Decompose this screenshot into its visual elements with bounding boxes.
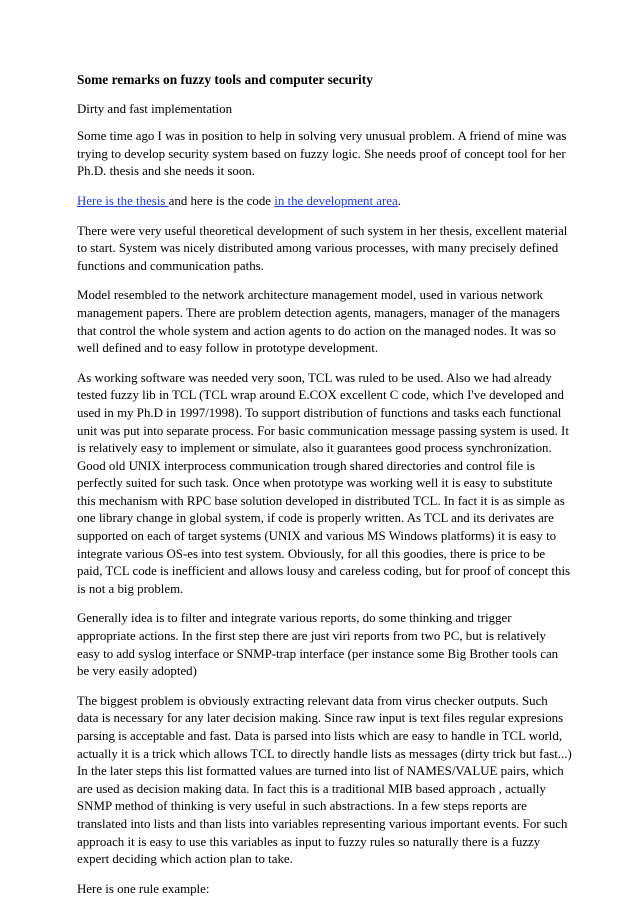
paragraph-tcl: As working software was needed very soon, TCL was ruled to be used. Also we had already tested fuzzy lib in TCL (TCL wrap around E.COX excellent C code, which I've developed and used in my Ph.D in 1997/1998). To support distribution of functions and tasks each functional unit was put into separate process. For basic communication message passing system is used. It is relatively easy to implement or simulate, also it guarantees good process synchronization. Good old UNIX interprocess communication trough shared directories and control file is perfectly suited for such task. Once when prototype was working well it is easy to substitute this mechanism with RPC base solution developed in distributed TCL. In fact it is as simple as one library change in global system, if code is properly written. As TCL and its derivates are supported on each of target systems (UNIX and various MS Windows platforms) it is easy to integrate various OS-es into test system. Obviously, for all this goodies, there is price to be paid, TCL code is inefficient and allows lousy and careless coding, but for proof of concept this is not a big problem. xyxy=(77,370,571,596)
document-title: Some remarks on fuzzy tools and computer security xyxy=(77,72,373,87)
links-end-text: . xyxy=(397,193,401,208)
paragraph-rule-example: Here is one rule example: xyxy=(77,881,210,896)
paragraph-model: Model resembled to the network architecture management model, used in various network management papers. There are problem detection agents, managers, manager of the managers that control the whole system and action agents to do action on the managed nodes. It was so well defined and to easy follow in prototype development. xyxy=(77,288,560,356)
paragraph-parsing: The biggest problem is obviously extracting relevant data from virus checker outputs. Such data is necessary for any later decision making. Since raw input is text files regular expresions parsing is acceptable and fast. Data is parsed into lists which are easy to handle in TCL world, actually it is a trick which allows TCL to directly handle lists as messages (dirty trick but fast...) In the later steps this list formatted values are turned into list of NAMES/VALUE pairs, which are used as decision making data. In fact this is a traditional MIB based approach , actually SNMP method of thinking is very useful in such abstractions. In a few steps reports are translated into lists and than lists into variables representing various important events. For such approach it is easy to use this variables as input to fuzzy rules so naturally there is a fuzzy expert deciding which action plan to take. xyxy=(77,693,572,867)
paragraph-intro: Some time ago I was in position to help in solving very unusual problem. A friend of mine was trying to develop security system based on fuzzy logic. She needs proof of concept tool for her Ph.D. thesis and she needs it soon. xyxy=(77,129,567,179)
paragraph-idea: Generally idea is to filter and integrate various reports, do some thinking and trigger appropriate actions. In the first step there are just viri reports from two PC, but is relatively easy to add syslog interface or SNMP-trap interface (per instance some Big Brother tools can be very easily adopted) xyxy=(77,611,559,679)
paragraph-theory: There were very useful theoretical development of such system in her thesis, excellent material to start. System was nicely distributed among various processes, with many precisely defined functions and communication paths. xyxy=(77,223,568,273)
document-subtitle: Dirty and fast implementation xyxy=(77,101,233,116)
thesis-link[interactable]: Here is the thesis xyxy=(77,193,169,208)
links-mid-text: and here is the code xyxy=(168,193,275,208)
development-area-link[interactable]: in the development area xyxy=(274,193,398,208)
paragraph-links xyxy=(77,193,572,211)
